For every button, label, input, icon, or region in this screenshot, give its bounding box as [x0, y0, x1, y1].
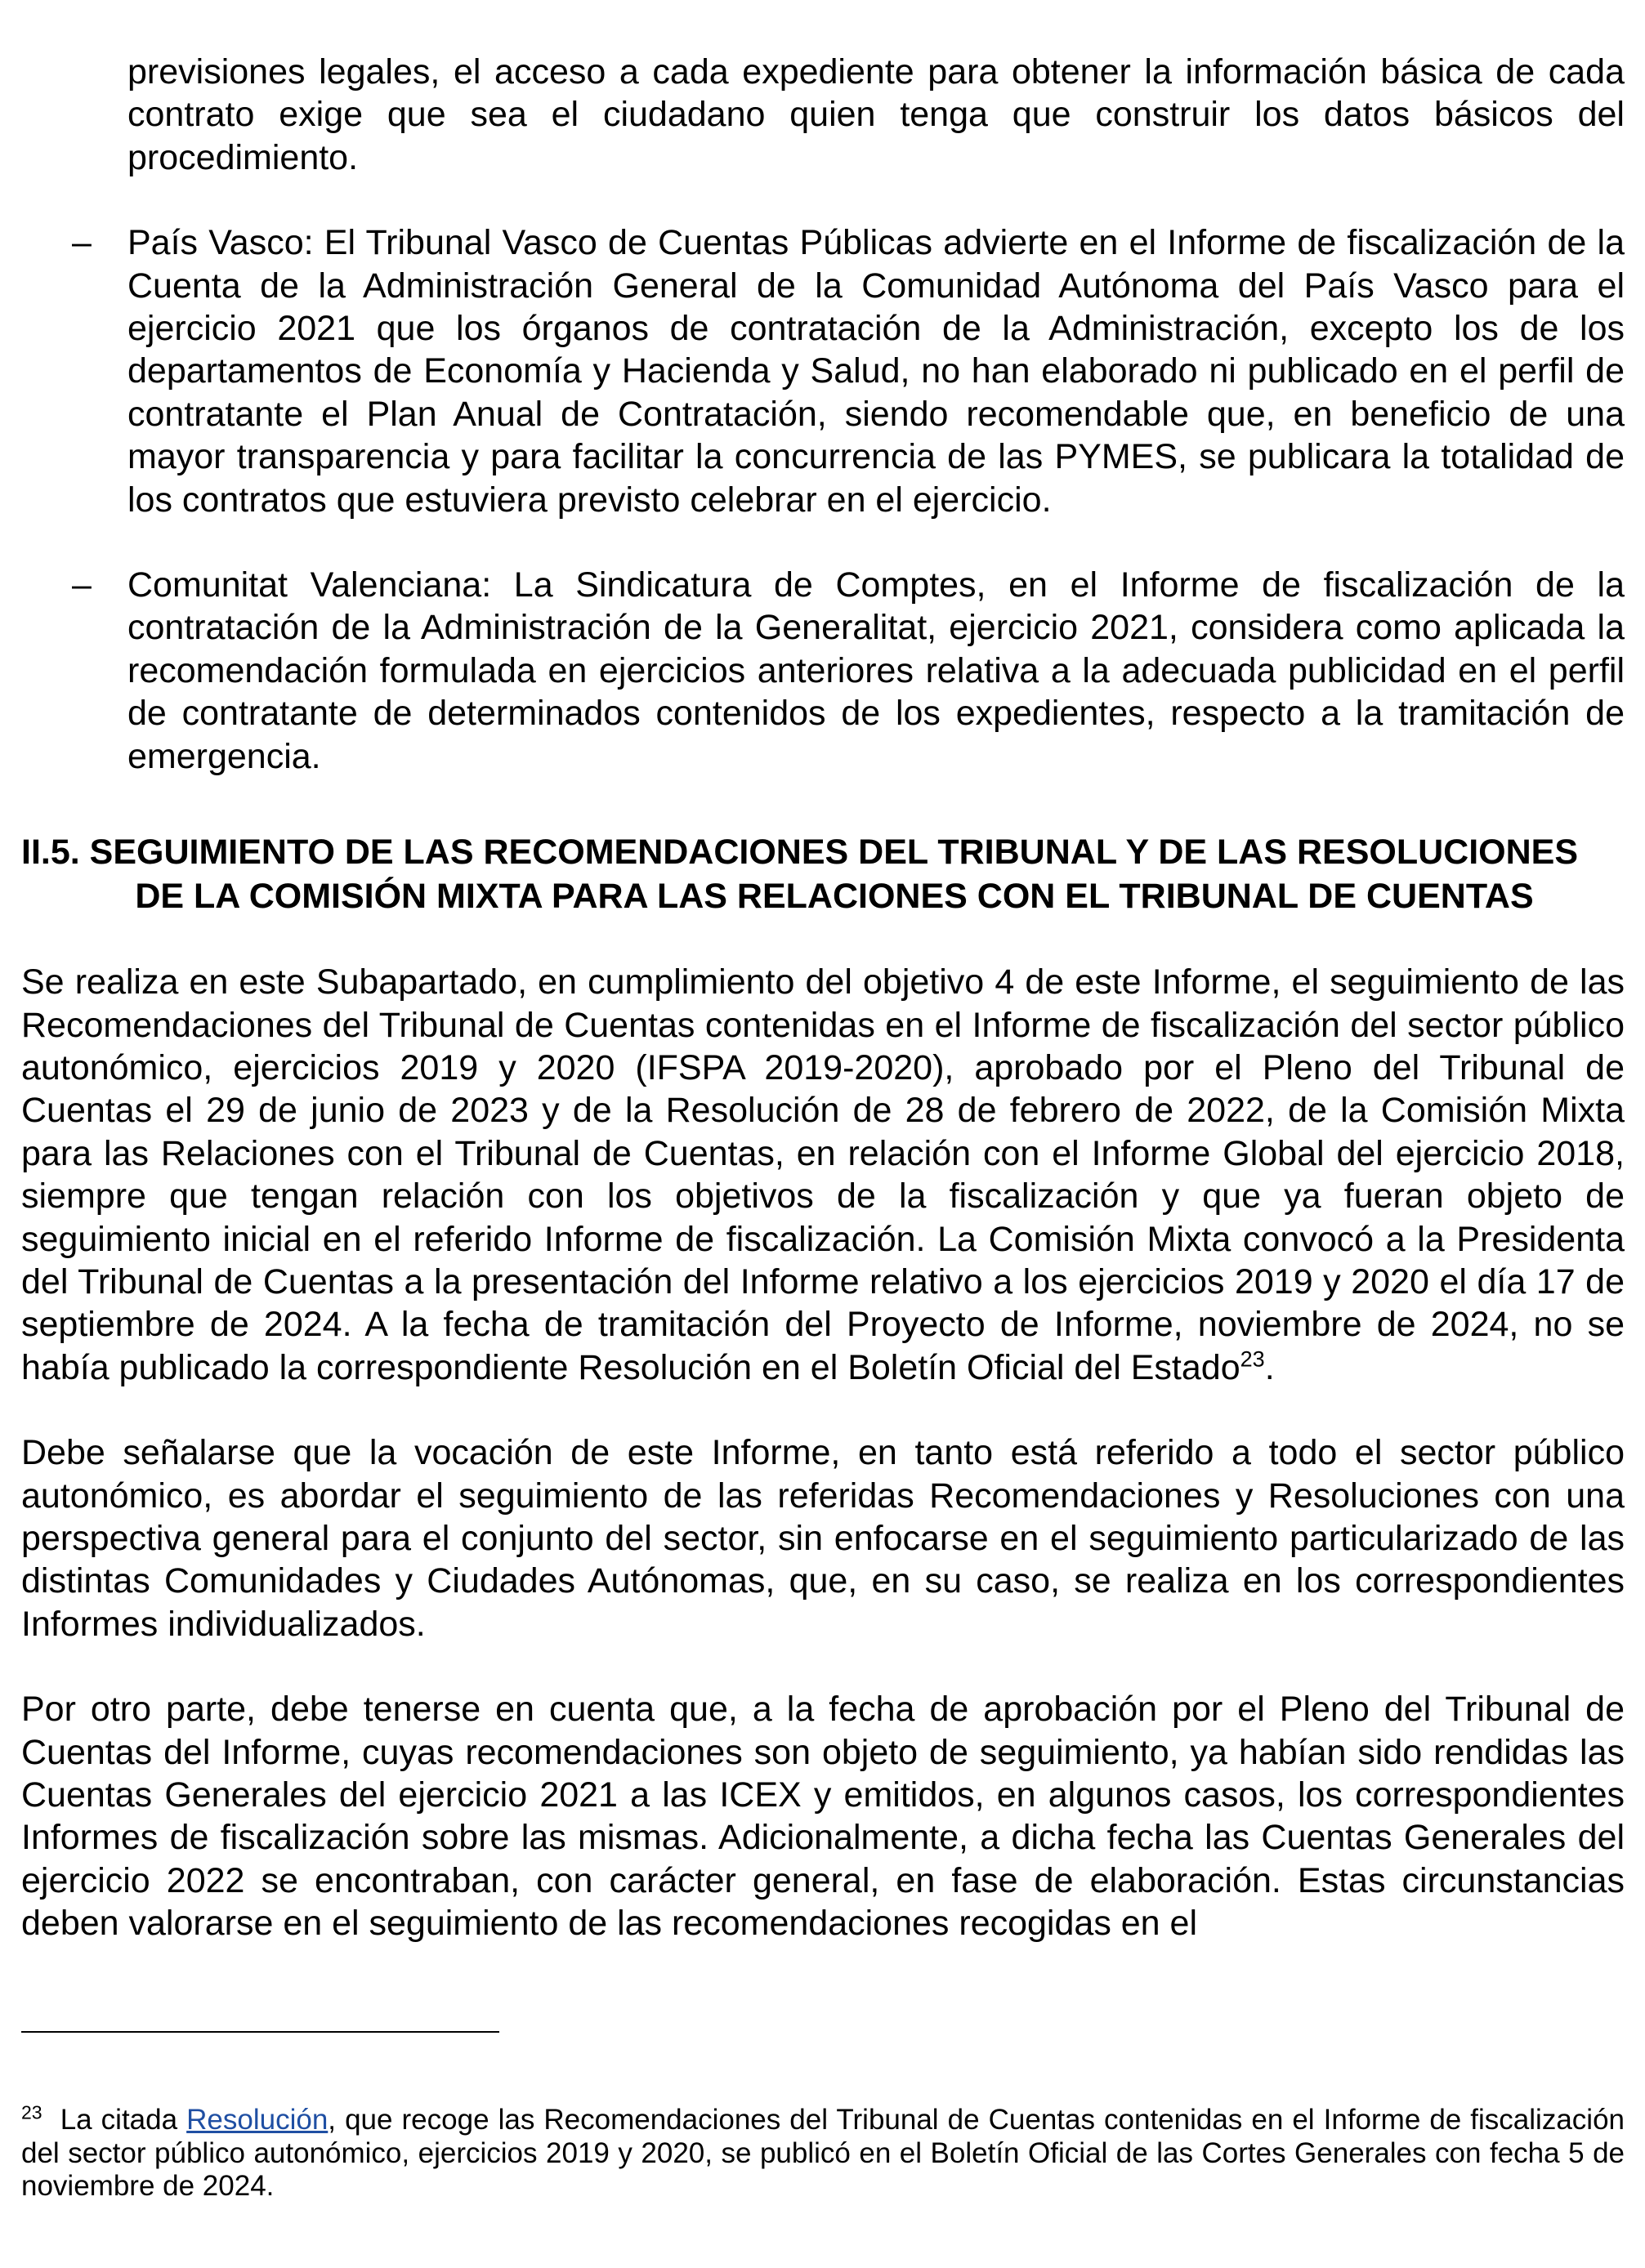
bullet-text: Comunitat Valenciana: La Sindicatura de Comptes, en el Informe de fiscalización de la contratación de la Administración de la Generalitat, ejercicio 2021, considera como aplicada la recomendación formulada en ejercicios anteriores relativa a la adecuada publicidad en el perfil de contratante de determinados contenidos de los expedientes, respecto a la tramitación de emergencia. — [127, 565, 1625, 776]
document-page — [21, 51, 1625, 1945]
bullet-dash: – — [72, 565, 92, 605]
continuation-block — [21, 51, 1625, 179]
section-heading-line-1: II.5. SEGUIMIENTO DE LAS RECOMENDACIONES DEL TRIBUNAL Y DE LAS RESOLUCIONES — [21, 833, 1578, 873]
bullet-text: País Vasco: El Tribunal Vasco de Cuentas Públicas advierte en el Informe de fiscalización de la Cuenta de la Administración General de la Comunidad Autónoma del País Vasco para el ejercicio 2021 que los órganos de contratación de la Administración, excepto los de los departamentos de Economía y Hacienda y Salud, no han elaborado ni publicado en el perfil de contratante el Plan Anual de Contratación, siendo recomendable que, en beneficio de una mayor transparencia y para facilitar la concurrencia de las PYMES, se publicara la totalidad de los contratos que estuviera previsto celebrar en el ejercicio. — [127, 223, 1625, 520]
body-paragraph-1 — [21, 961, 1625, 1389]
footnote-separator — [21, 2031, 499, 2033]
body-paragraph-1-end: . — [1264, 1347, 1275, 1387]
bullet-dash: – — [72, 223, 92, 263]
body-paragraph-1-text: Se realiza en este Subapartado, en cumplimiento del objetivo 4 de este Informe, el seguimiento de las Recomendaciones del Tribunal de Cuentas contenidas en el Informe de fiscalización del sector público autonómico, ejercicios 2019 y 2020 (IFSPA 2019-2020), aprobado por el Pleno del Tribunal de Cuentas el 29 de junio de 2023 y de la Resolución de 28 de febrero de 2022, de la Comisión Mixta para las Relaciones con el Tribunal de Cuentas, en relación con el Informe Global del ejercicio 2018, siempre que tengan relación con los objetivos de la fiscalización y que ya fueran objeto de seguimiento inicial en el referido Informe de fiscalización. La Comisión Mixta convocó a la Presidenta del Tribunal de Cuentas a la presentación del Informe relativo a los ejercicios 2019 y 2020 el día 17 de septiembre de 2024. A la fecha de tramitación del Proyecto de Informe, noviembre de 2024, no se había publicado la correspondiente Resolución en el Boletín Oficial del Estado — [21, 962, 1625, 1387]
continuation-paragraph: previsiones legales, el acceso a cada expediente para obtener la información básica de cada contrato exige que sea el ciudadano quien tenga que construir los datos básicos del procedimiento. — [127, 52, 1625, 177]
resolucion-link[interactable]: Resolución — [186, 2104, 329, 2136]
body-paragraph-3: Por otro parte, debe tenerse en cuenta que, a la fecha de aprobación por el Pleno del Tribunal de Cuentas del Informe, cuyas recomendaciones son objeto de seguimiento, ya habían sido rendidas las Cuentas Generales del ejercicio 2021 a las ICEX y emitidos, en algunos casos, los correspondientes Informes de fiscalización sobre las mismas. Adicionalmente, a dicha fecha las Cuentas Generales del ejercicio 2022 se encontraban, con carácter general, en fase de elaboración. Estas circunstancias deben valorarse en el seguimiento de las recomendaciones recogidas en el — [21, 1690, 1625, 1944]
footnote-number: 23 — [21, 2101, 42, 2123]
footnote-text-before-link: La citada — [60, 2104, 178, 2136]
footnote — [21, 2101, 1625, 2203]
bullet-item-pais-vasco — [21, 221, 1625, 521]
bullet-item-comunitat-valenciana — [21, 564, 1625, 778]
footnote-reference[interactable]: 23 — [1240, 1346, 1265, 1372]
body-paragraph-2: Debe señalarse que la vocación de este Informe, en tanto está referido a todo el sector público autonómico, es abordar el seguimiento de las referidas Recomendaciones y Resoluciones con una perspectiva general para el conjunto del sector, sin enfocarse en el seguimiento particularizado de las distintas Comunidades y Ciudades Autónomas, que, en su caso, se realiza en los correspondientes Informes individualizados. — [21, 1433, 1625, 1644]
section-heading-line-2: DE LA COMISIÓN MIXTA PARA LAS RELACIONES CON EL TRIBUNAL DE CUENTAS — [135, 877, 1534, 917]
section-heading — [21, 830, 1625, 918]
footnote-text-after-link: , que recoge las Recomendaciones del Tribunal de Cuentas contenidas en el Informe de fiscalización del sector público autonómico, ejercicios 2019 y 2020, se publicó en el Boletín Oficial de las Cortes Generales con fecha 5 de noviembre de 2024. — [21, 2104, 1625, 2202]
